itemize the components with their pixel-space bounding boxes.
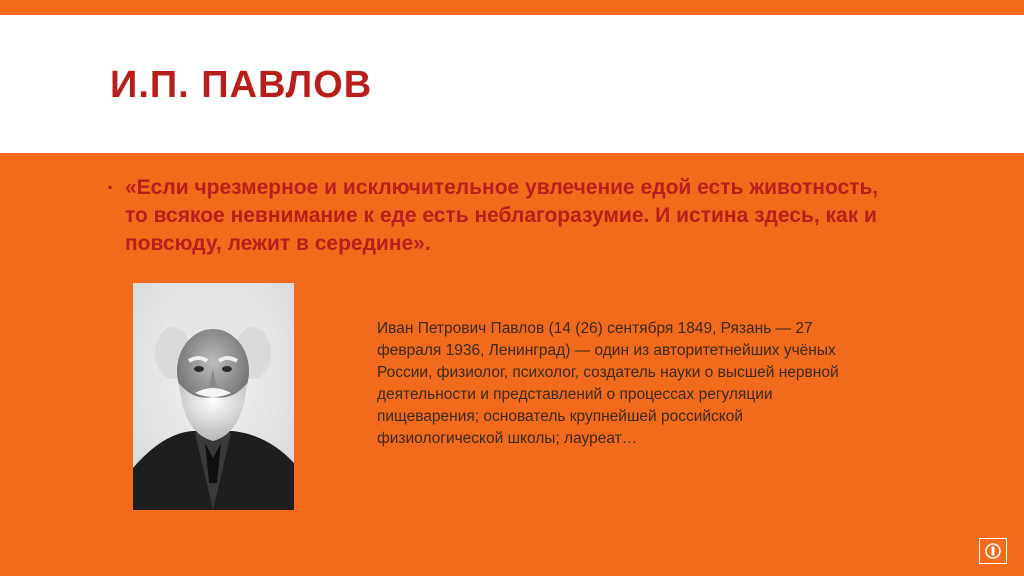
- navigation-icon[interactable]: [979, 538, 1007, 564]
- bullet-icon: ▪: [108, 180, 113, 194]
- slide-title: И.П. ПАВЛОВ: [110, 64, 373, 106]
- bio-text: Иван Петрович Павлов (14 (26) сентября 1849, Рязань — 27 февраля 1936, Ленинград) — один из авторитетнейших учёных России, физиолог, психолог, создатель науки о высшей нервной деятельности и представлений о процессах регуляции пищеварения; основатель крупнейшей российской физиологической школы; лауреат…: [377, 320, 839, 447]
- portrait-image: [133, 283, 294, 510]
- portrait-drawing: [133, 283, 294, 510]
- quote-text: «Если чрезмерное и исключительное увлечение едой есть животность, то всякое невнимание к еде есть неблагоразумие. И истина здесь, как и повсюду, лежит в середине».: [125, 176, 879, 255]
- navigation-glyph: [984, 542, 1002, 560]
